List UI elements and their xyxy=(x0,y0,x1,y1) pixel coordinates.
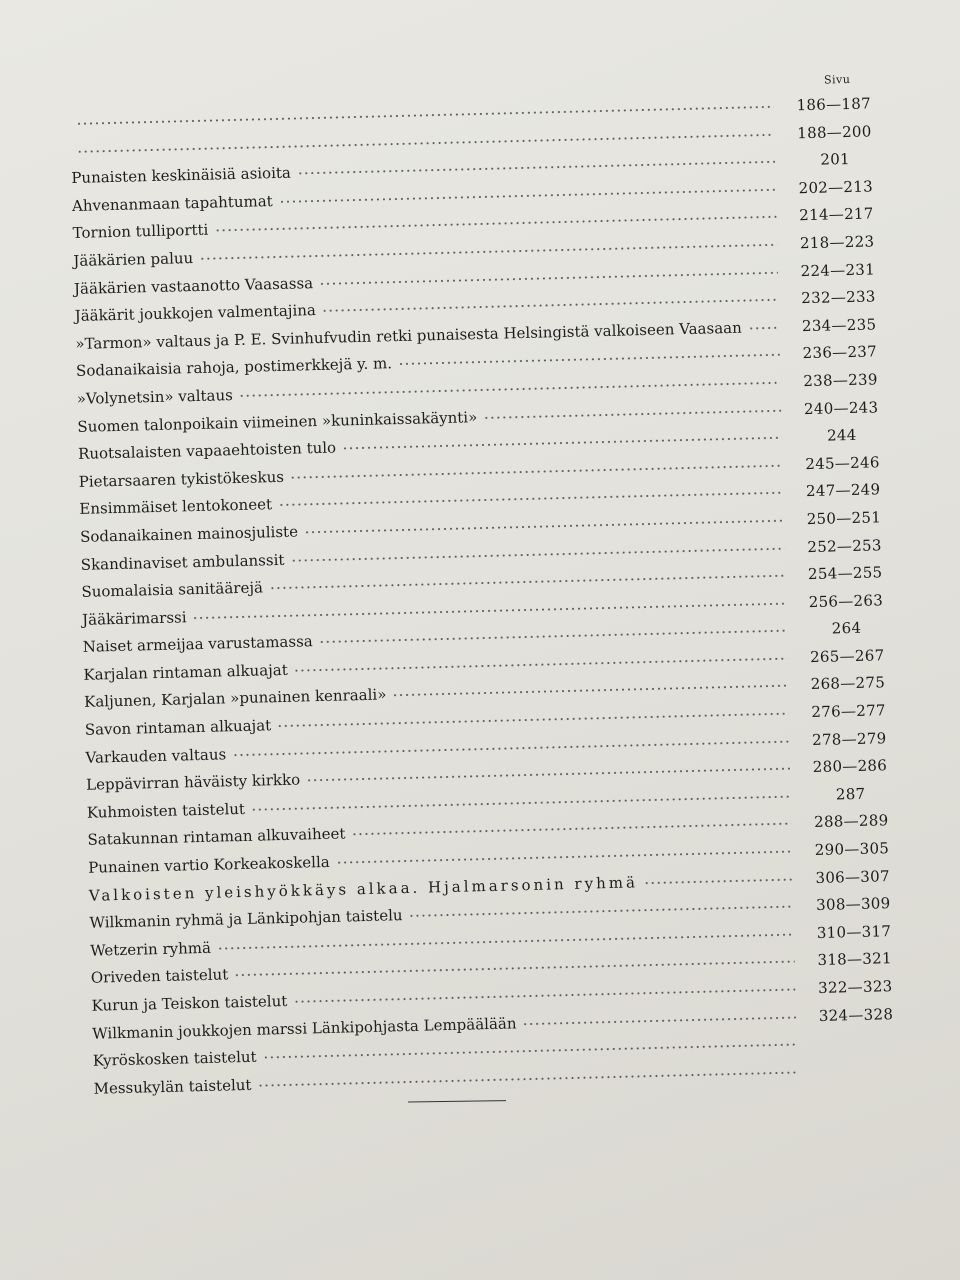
toc-entry-title: Kyröskosken taistelut xyxy=(92,1047,257,1070)
dot-leader xyxy=(297,160,775,176)
toc-entry-title: Satakunnan rintaman alkuvaiheet xyxy=(87,824,346,850)
toc-entry-title: »Tarmon» valtaus ja P. E. Svinhufvudin retki punaisesta Helsingistä valkoiseen Vaasaan xyxy=(75,318,742,353)
dot-leader xyxy=(257,1070,797,1087)
toc-entry-title: Naiset armeijaa varustamassa xyxy=(82,632,313,657)
toc-entry-pages: 264 xyxy=(831,619,862,638)
toc-entry-title: Varkauden valtaus xyxy=(85,745,227,767)
dot-leader xyxy=(269,574,785,591)
dot-leader xyxy=(351,822,791,837)
dot-leader xyxy=(234,960,795,978)
dot-leader xyxy=(278,491,783,507)
toc-entry-pages: 250—251 xyxy=(806,508,882,529)
page-column-label: Sivu xyxy=(823,72,851,87)
dot-leader xyxy=(76,105,774,126)
toc-entry-pages: 232—233 xyxy=(801,287,876,308)
toc-entry-title: Jääkärien paluu xyxy=(73,248,194,270)
toc-entry-pages: 252—253 xyxy=(807,535,882,556)
dot-leader xyxy=(644,877,793,885)
toc-entry-title: Punainen vartio Korkeakoskella xyxy=(87,852,330,877)
dot-leader xyxy=(293,988,795,1004)
toc-entry-pages: 238—239 xyxy=(803,370,878,391)
dot-leader xyxy=(398,353,780,366)
toc-entry-title: Tornion tulliportti xyxy=(72,221,209,243)
toc-entry-pages: 214—217 xyxy=(799,204,874,225)
toc-entry-pages: 265—267 xyxy=(809,646,885,666)
toc-entry-pages: 324—328 xyxy=(818,1004,894,1025)
toc-entry-title: Jääkärimarssi xyxy=(81,607,187,629)
dot-leader xyxy=(263,1043,797,1060)
dot-leader xyxy=(232,739,789,757)
toc-entry-pages: 240—243 xyxy=(803,397,879,418)
dot-leader xyxy=(304,519,784,535)
toc-entry-title: Ruotsalaisten vapaaehtoisten tulo xyxy=(77,438,337,464)
toc-entry-title: »Volynetsin» valtaus xyxy=(76,386,234,408)
toc-entry-title: Kurun ja Teiskon taistelut xyxy=(91,991,288,1015)
dot-leader xyxy=(279,188,776,204)
toc-entry-pages: 290—305 xyxy=(814,839,890,860)
toc-entry-pages: 268—275 xyxy=(810,673,886,694)
dot-leader xyxy=(290,546,784,562)
toc-entry-pages: 244 xyxy=(826,425,857,445)
toc-entry-pages: 308—309 xyxy=(815,894,891,915)
toc-entry-title: Wilkmanin joukkojen marssi Länkipohjasta Lempäälään xyxy=(92,1013,517,1043)
dot-leader xyxy=(214,215,776,233)
toc-entry-title: Karjalan rintaman alkuajat xyxy=(83,660,288,684)
dot-leader xyxy=(342,436,782,451)
closing-rule xyxy=(408,1100,506,1102)
dot-leader xyxy=(522,1015,796,1026)
toc-entry-pages: 254—255 xyxy=(807,563,883,584)
toc-entry-title: Pietarsaaren tykistökeskus xyxy=(78,467,285,491)
toc-entry-pages: 276—277 xyxy=(811,701,886,722)
toc-entry-title: Kaljunen, Karjalan »punainen kenraali» xyxy=(83,685,387,712)
dot-leader xyxy=(251,794,791,811)
toc-entry-pages: 288—289 xyxy=(813,811,889,832)
dot-leader xyxy=(306,767,790,783)
toc-entry-pages: 280—286 xyxy=(812,756,888,777)
toc-entry-pages: 236—237 xyxy=(802,342,878,363)
toc-entry-title: Kuhmoisten taistelut xyxy=(86,799,246,822)
toc-entry-pages: 218—223 xyxy=(799,232,875,253)
toc-entry-title: Wetzerin ryhmä xyxy=(90,938,212,960)
toc-entry-pages: 186—187 xyxy=(796,94,872,115)
toc-entry-title: Sodanaikaisia rahoja, postimerkkejä y. m. xyxy=(75,354,393,381)
toc-entry-title: Leppävirran häväisty kirkko xyxy=(85,770,301,795)
toc-entry-pages: 322—323 xyxy=(817,977,893,997)
table-of-contents xyxy=(70,94,906,1107)
toc-entry-title: Ahvenanmaan tapahtumat xyxy=(71,191,273,215)
toc-entry-pages: 247—249 xyxy=(805,480,881,501)
dot-leader xyxy=(319,629,787,644)
dot-leader xyxy=(409,905,794,918)
dot-leader xyxy=(392,684,788,698)
toc-entry-title: Suomalaisia sanitäärejä xyxy=(81,578,264,601)
dot-leader xyxy=(483,408,781,419)
dot-leader xyxy=(748,325,780,330)
toc-entry-title: Jääkärien vastaanotto Vaasassa xyxy=(73,273,314,298)
dot-leader xyxy=(290,463,783,479)
toc-entry-pages: 234—235 xyxy=(801,315,877,335)
toc-entry-pages xyxy=(810,1074,906,1076)
toc-entry-pages: 245—246 xyxy=(805,453,880,473)
toc-entry-pages: 287 xyxy=(835,784,866,804)
toc-entry-pages: 278—279 xyxy=(811,728,887,749)
toc-entry-pages: 310—317 xyxy=(816,921,892,942)
dot-leader xyxy=(239,381,781,398)
toc-entry-pages: 201 xyxy=(820,150,851,169)
dot-leader xyxy=(336,850,792,865)
toc-entry-pages: 202—213 xyxy=(798,177,874,197)
toc-entry-title: Sodanaikainen mainosjuliste xyxy=(79,522,299,546)
toc-entry-title: Suomen talonpoikain viimeinen »kuninkaissakäynti» xyxy=(77,407,478,436)
toc-entry-title: Skandinaviset ambulanssit xyxy=(80,550,285,574)
toc-entry-title: Oriveden taistelut xyxy=(90,965,229,988)
dot-leader xyxy=(277,712,789,728)
toc-entry-title: Jääkärit joukkojen valmentajina xyxy=(74,301,317,326)
toc-entry-pages: 188—200 xyxy=(797,122,872,142)
toc-entry-pages: 318—321 xyxy=(817,949,893,970)
toc-entry-pages: 224—231 xyxy=(800,259,876,280)
toc-entry-title: Valkoisten yleishyökkäys alkaa. Hjalmarsonin ryhmä xyxy=(88,872,639,905)
toc-entry-pages: 256—263 xyxy=(808,590,884,611)
toc-entry-title: Wilkmanin ryhmä ja Länkipohjan taistelu xyxy=(89,906,403,932)
toc-entry-pages xyxy=(809,1046,905,1048)
toc-entry-pages: 306—307 xyxy=(815,866,891,887)
dot-leader xyxy=(294,657,788,673)
dot-leader xyxy=(319,270,778,285)
toc-entry-title: Punaisten keskinäisiä asioita xyxy=(71,163,292,188)
dot-leader xyxy=(322,298,779,313)
toc-entry-title: Ensimmäiset lentokoneet xyxy=(79,495,273,519)
toc-entry-title: Savon rintaman alkuajat xyxy=(84,716,272,739)
toc-entry-title: Messukylän taistelut xyxy=(93,1075,252,1098)
